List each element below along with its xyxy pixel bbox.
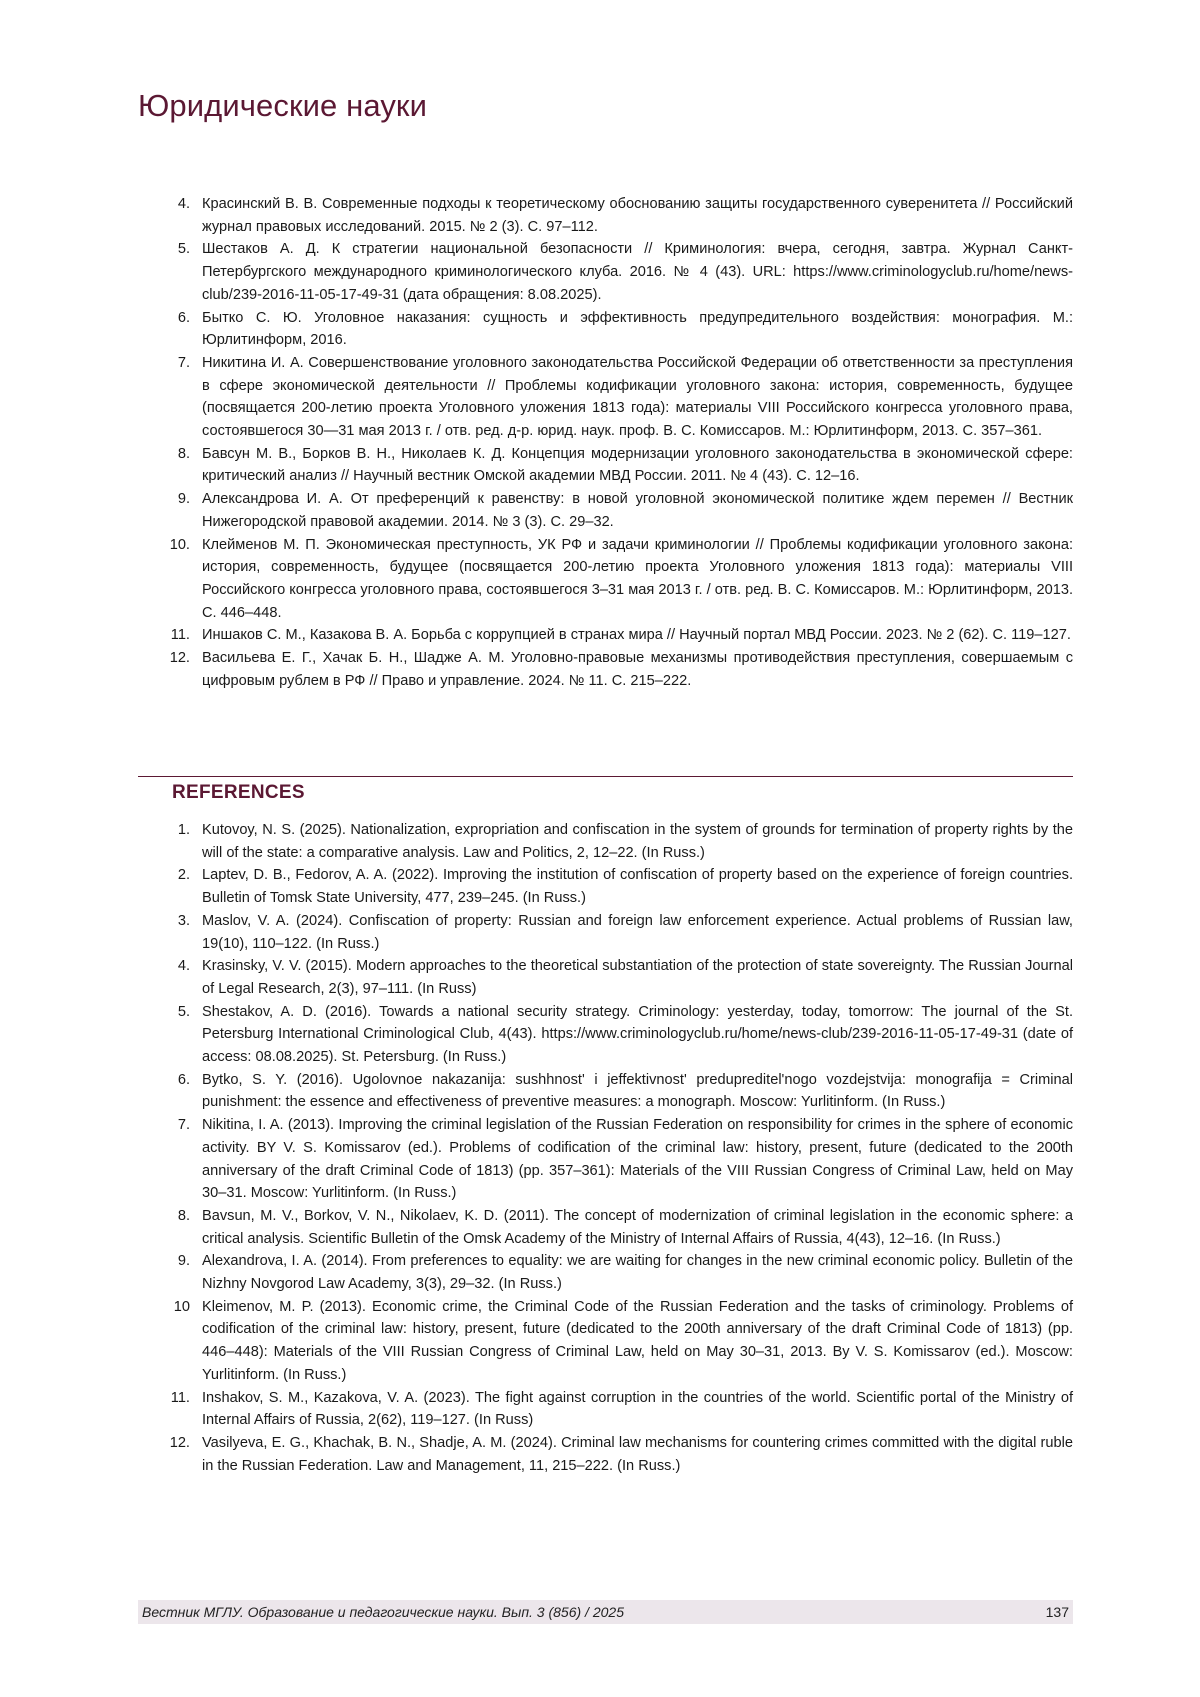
list-item <box>160 307 1073 352</box>
list-item <box>160 193 1073 238</box>
reference-number: 12. <box>156 1432 202 1477</box>
list-item <box>160 864 1073 909</box>
list-item <box>160 1001 1073 1069</box>
reference-number: 7. <box>156 352 202 443</box>
reference-number: 3. <box>156 910 202 955</box>
reference-text: Красинский В. В. Современные подходы к теоретическому обоснованию защиты государственного суверенитета // Российский журнал правовых исследований. 2015. № 2 (3). С. 97–112. <box>202 193 1073 238</box>
list-item <box>160 1250 1073 1295</box>
reference-text: Nikitina, I. A. (2013). Improving the criminal legislation of the Russian Federation on responsibility for crimes in the sphere of economic activity. BY V. S. Komissarov (ed.). Problems of codification of the criminal law: history, present, future (dedicated to the 200th anniversary of the draft Criminal Code of 1813) (pp. 357–361): Materials of the VIII Russian Congress of Criminal Law, held on May 30–31. Moscow: Yurlitinform. (In Russ.) <box>202 1114 1073 1205</box>
reference-number: 10 <box>156 1296 202 1387</box>
reference-text: Александрова И. А. От преференций к равенству: в новой уголовной экономической политике ждем перемен // Вестник Нижегородской правовой академии. 2014. № 3 (3). С. 29–32. <box>202 488 1073 533</box>
reference-text: Никитина И. А. Совершенствование уголовного законодательства Российской Федерации об ответственности за преступления в сфере экономической деятельности // Проблемы кодификации уголовного закона: история, современность, будущее (посвящается 200-летию проекта Уголовного уложения 1813 года): материалы VIII Российского конгресса уголовного права, состоявшегося 30—31 мая 2013 г. / отв. ред. д-р. юрид. наук. проф. В. С. Комиссаров. М.: Юрлитинформ, 2013. С. 357–361. <box>202 352 1073 443</box>
reference-text: Inshakov, S. M., Kazakova, V. A. (2023). The fight against corruption in the countries of the world. Scientific portal of the Ministry of Internal Affairs of Russia, 2(62), 119–127. (In Russ) <box>202 1387 1073 1432</box>
reference-number: 5. <box>156 238 202 306</box>
list-item <box>160 910 1073 955</box>
list-item <box>160 1296 1073 1387</box>
list-item <box>160 819 1073 864</box>
reference-text: Bavsun, M. V., Borkov, V. N., Nikolaev, K. D. (2011). The concept of modernization of criminal legislation in the economic sphere: a critical analysis. Scientific Bulletin of the Omsk Academy of the Ministry of Internal Affairs of Russia, 4(43), 12–16. (In Russ.) <box>202 1205 1073 1250</box>
reference-text: Бытко С. Ю. Уголовное наказания: сущность и эффективность предупредительного воздействия: монография. М.: Юрлитинформ, 2016. <box>202 307 1073 352</box>
page-header: Юридические науки <box>138 88 427 124</box>
references-heading: REFERENCES <box>172 782 305 804</box>
list-item <box>160 624 1073 647</box>
list-item <box>160 955 1073 1000</box>
reference-number: 11. <box>156 1387 202 1432</box>
english-reference-list <box>160 819 1073 1477</box>
list-item <box>160 1205 1073 1250</box>
reference-text: Maslov, V. A. (2024). Confiscation of property: Russian and foreign law enforcement experience. Actual problems of Russian law, 19(10), 110–122. (In Russ.) <box>202 910 1073 955</box>
list-item <box>160 534 1073 625</box>
reference-number: 6. <box>156 307 202 352</box>
list-item <box>160 443 1073 488</box>
list-item <box>160 1432 1073 1477</box>
reference-text: Kleimenov, M. P. (2013). Economic crime, the Criminal Code of the Russian Federation and the tasks of criminology. Problems of codification of the criminal law: history, present, future (dedicated to the 200th anniversary of the draft Criminal Code of 1813) (pp. 446–448): Materials of the VIII Russian Congress of Criminal Law, held on May 30–31, 2013. By V. S. Komissarov (ed.). Moscow: Yurlitinform. (In Russ.) <box>202 1296 1073 1387</box>
reference-number: 8. <box>156 443 202 488</box>
reference-number: 4. <box>156 193 202 238</box>
reference-number: 10. <box>156 534 202 625</box>
reference-number: 9. <box>156 488 202 533</box>
reference-text: Клейменов М. П. Экономическая преступность, УК РФ и задачи криминологии // Проблемы кодификации уголовного закона: история, современность, будущее (посвящается 200-летию проекта Уголовного уложения 1813 года): материалы VIII Российского конгресса уголовного права, состоявшегося 3–31 мая 2013 г. / отв. ред. В. С. Комиссаров. М.: Юрлитинформ, 2013. С. 446–448. <box>202 534 1073 625</box>
reference-number: 12. <box>156 647 202 692</box>
list-item <box>160 488 1073 533</box>
list-item <box>160 1114 1073 1205</box>
reference-number: 6. <box>156 1069 202 1114</box>
reference-number: 4. <box>156 955 202 1000</box>
list-item <box>160 1069 1073 1114</box>
russian-reference-list <box>160 193 1073 692</box>
reference-text: Иншаков С. М., Казакова В. А. Борьба с коррупцией в странах мира // Научный портал МВД России. 2023. № 2 (62). С. 119–127. <box>202 624 1073 647</box>
reference-text: Bytko, S. Y. (2016). Ugolovnoe nakazanija: sushhnost' i jeffektivnost' predupreditel'nogo vozdejstvija: monografija = Criminal punishment: the essence and effectiveness of preventive measures: a monograph. Moscow: Yurlitinform. (In Russ.) <box>202 1069 1073 1114</box>
reference-number: 8. <box>156 1205 202 1250</box>
reference-number: 11. <box>156 624 202 647</box>
list-item <box>160 238 1073 306</box>
reference-text: Alexandrova, I. A. (2014). From preferences to equality: we are waiting for changes in the new criminal economic policy. Bulletin of the Nizhny Novgorod Law Academy, 3(3), 29–32. (In Russ.) <box>202 1250 1073 1295</box>
reference-number: 9. <box>156 1250 202 1295</box>
list-item <box>160 647 1073 692</box>
page-footer <box>138 1600 1073 1624</box>
list-item <box>160 1387 1073 1432</box>
footer-journal-title: Вестник МГЛУ. Образование и педагогические науки. Вып. 3 (856) / 2025 <box>138 1604 624 1620</box>
section-divider <box>138 776 1073 777</box>
reference-text: Kutovoy, N. S. (2025). Nationalization, expropriation and confiscation in the system of grounds for termination of property rights by the will of the state: a comparative analysis. Law and Politics, 2, 12–22. (In Russ.) <box>202 819 1073 864</box>
reference-number: 1. <box>156 819 202 864</box>
list-item <box>160 352 1073 443</box>
reference-text: Васильева Е. Г., Хачак Б. Н., Шадже А. М. Уголовно-правовые механизмы противодействия преступления, совершаемым с цифровым рублем в РФ // Право и управление. 2024. № 11. С. 215–222. <box>202 647 1073 692</box>
page-number: 137 <box>1046 1604 1073 1620</box>
reference-text: Shestakov, A. D. (2016). Towards a national security strategy. Criminology: yesterday, today, tomorrow: The journal of the St. Petersburg International Criminological Club, 4(43). https://www.criminologyclub.ru/home/news-club/239-2016-11-05-17-49-31 (date of access: 08.08.2025). St. Petersburg. (In Russ.) <box>202 1001 1073 1069</box>
reference-text: Laptev, D. B., Fedorov, A. A. (2022). Improving the institution of confiscation of property based on the experience of foreign countries. Bulletin of Tomsk State University, 477, 239–245. (In Russ.) <box>202 864 1073 909</box>
reference-number: 7. <box>156 1114 202 1205</box>
reference-text: Krasinsky, V. V. (2015). Modern approaches to the theoretical substantiation of the protection of state sovereignty. The Russian Journal of Legal Research, 2(3), 97–111. (In Russ) <box>202 955 1073 1000</box>
reference-number: 2. <box>156 864 202 909</box>
reference-number: 5. <box>156 1001 202 1069</box>
reference-text: Шестаков А. Д. К стратегии национальной безопасности // Криминология: вчера, сегодня, завтра. Журнал Санкт-Петербургского международного криминологического клуба. 2016. № 4 (43). URL: https://www.criminologyclub.ru/home/news-club/239-2016-11-05-17-49-31 (дата обращения: 8.08.2025). <box>202 238 1073 306</box>
reference-text: Бавсун М. В., Борков В. Н., Николаев К. Д. Концепция модернизации уголовного законодательства в экономической сфере: критический анализ // Научный вестник Омской академии МВД России. 2011. № 4 (43). С. 12–16. <box>202 443 1073 488</box>
reference-text: Vasilyeva, E. G., Khachak, B. N., Shadje, A. M. (2024). Criminal law mechanisms for countering crimes committed with the digital ruble in the Russian Federation. Law and Management, 11, 215–222. (In Russ.) <box>202 1432 1073 1477</box>
